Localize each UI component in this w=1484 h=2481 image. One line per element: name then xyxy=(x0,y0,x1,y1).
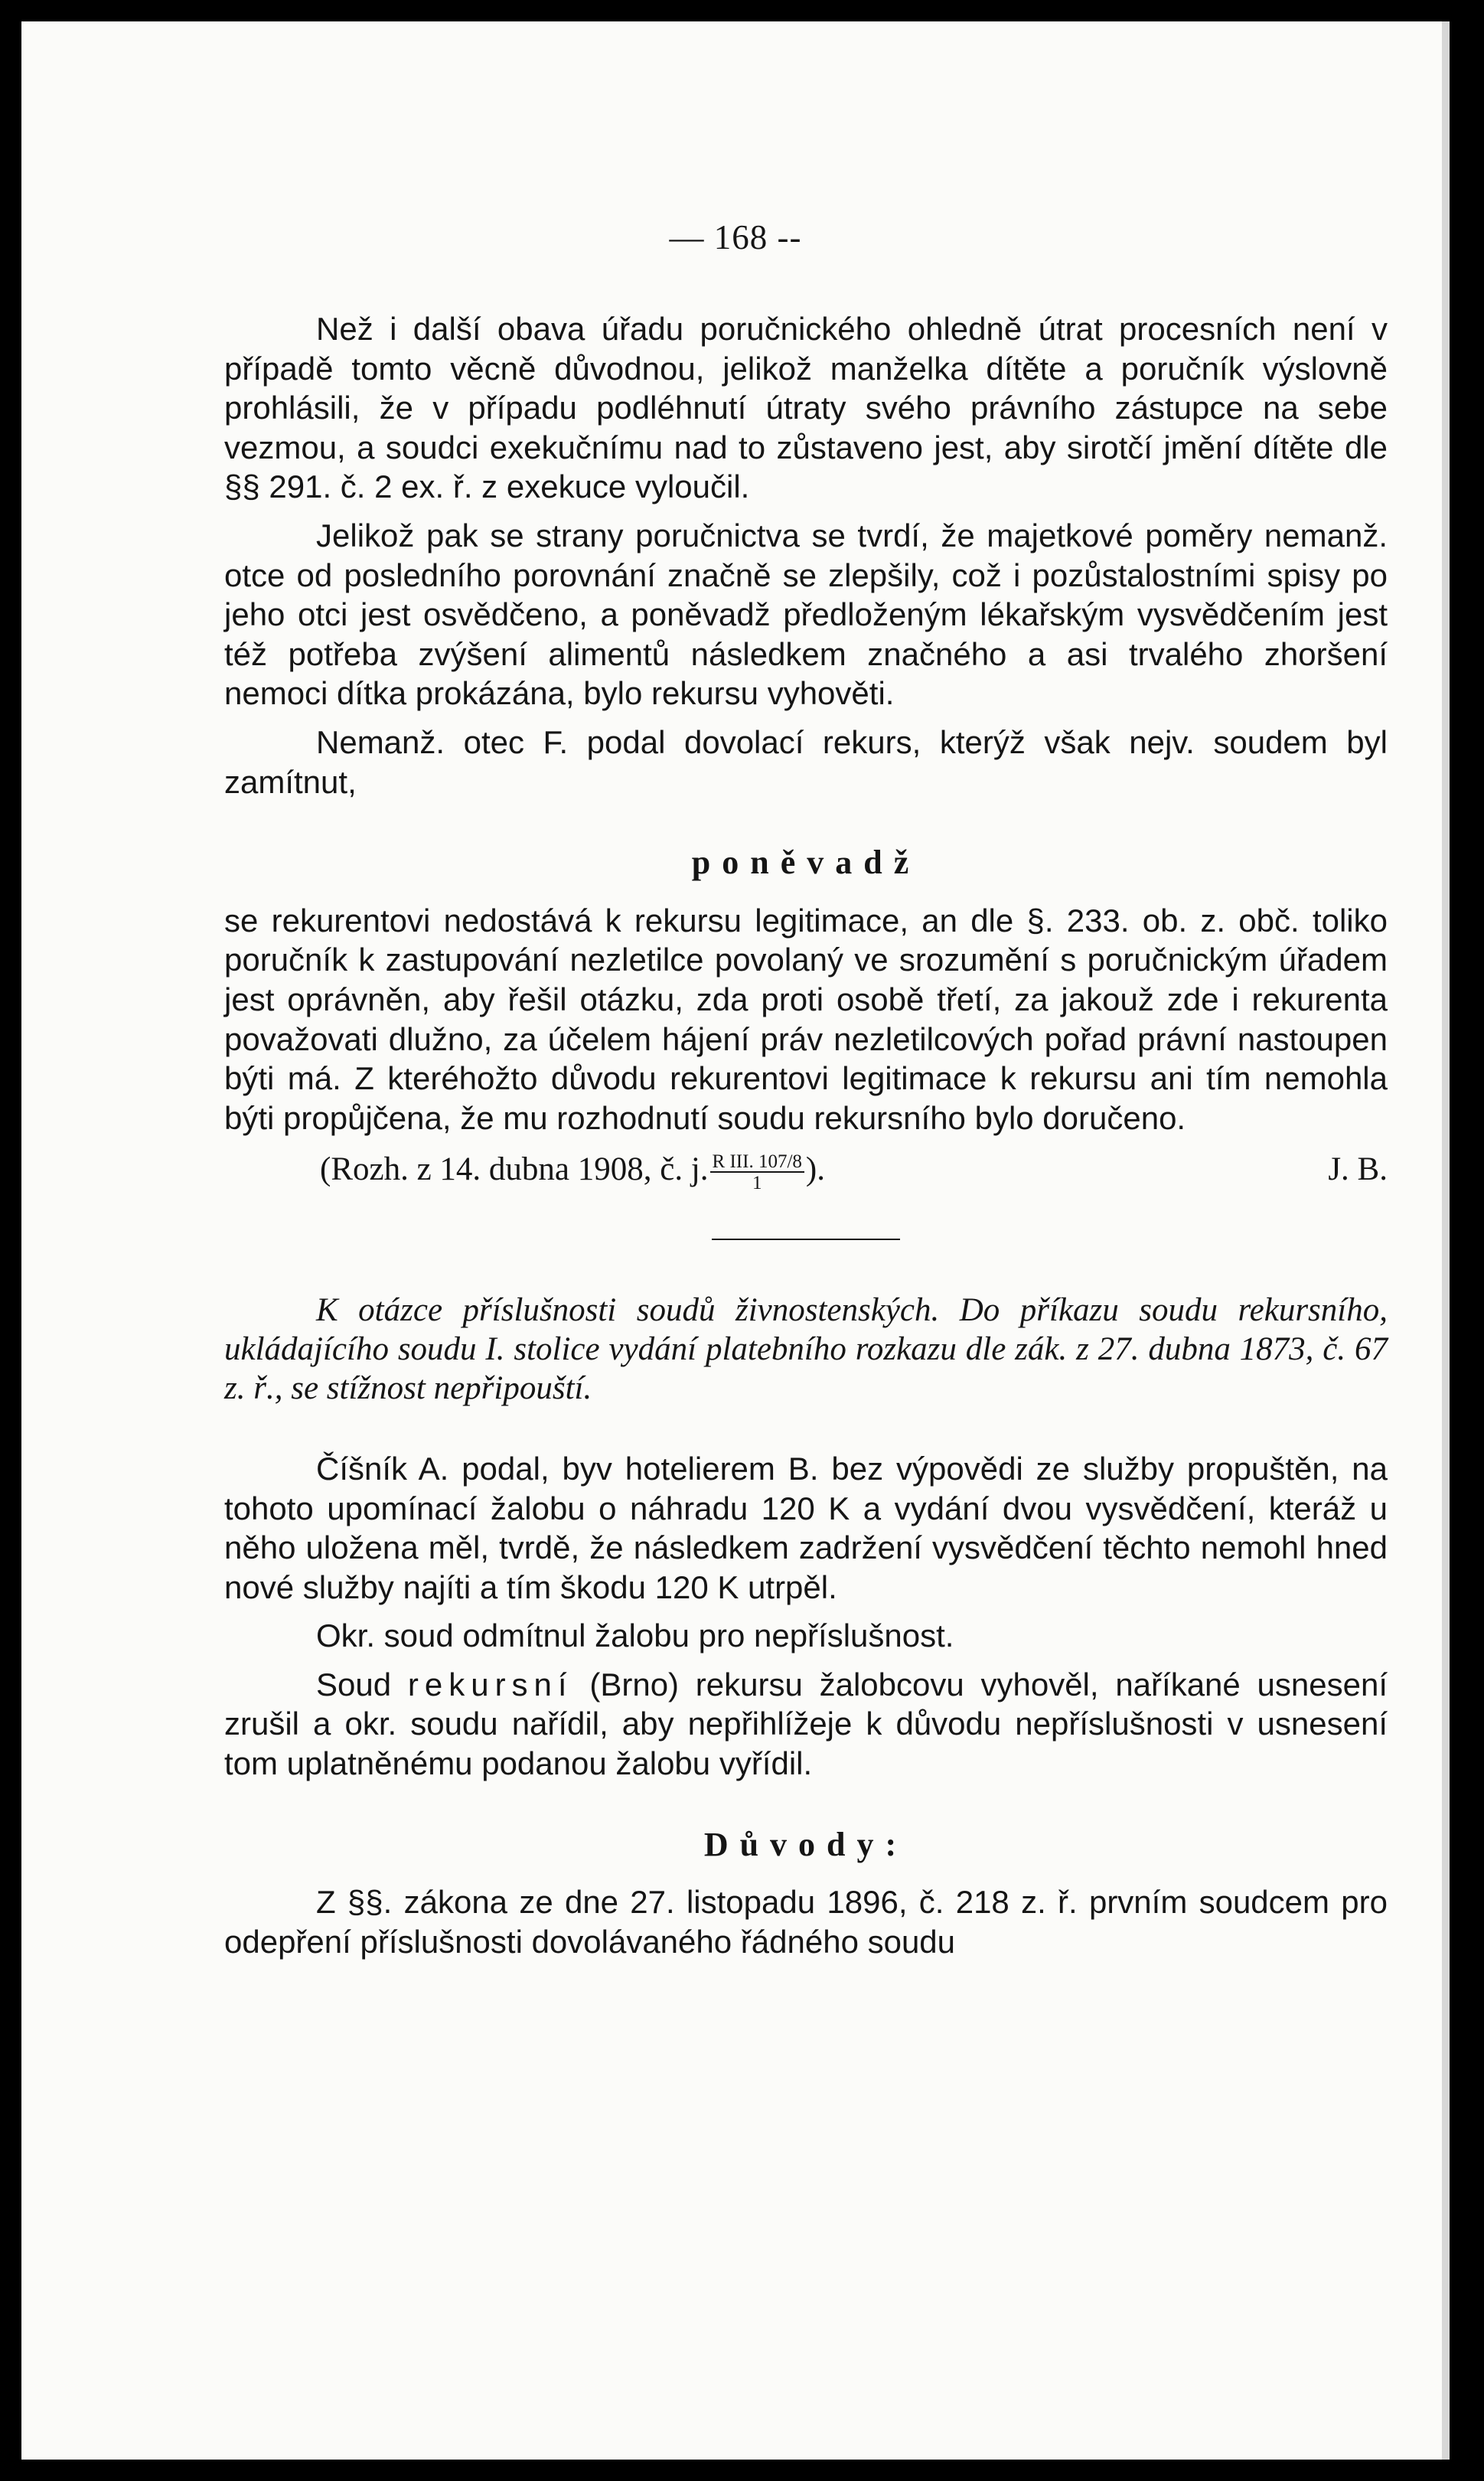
document-content xyxy=(224,309,1388,1970)
paragraph-waiter-claim: Číšník A. podal, byv hotelierem B. bez výpovědi ze služby propuštěn, na tohoto upomínací žalobu o náhradu 120 K a vydání dvou vysvědčení, kteráž u něho uložena měl, tvrdě, že následkem zadržení vysvědčení těchto nemohl hned nové služby najíti a tím škodu 120 K utrpěl. xyxy=(224,1450,1388,1605)
scanned-document-page xyxy=(21,21,1450,2460)
decision-suffix: ). xyxy=(805,1151,825,1188)
case-headnote: K otázce příslušnosti soudů živnostenských. Do příkazu soudu rekursního, ukládajícího soudu I. stolice vydání platebního rozkazu dle zák. z 27. dubna 1873, č. 67 z. ř., se stížnost nepřipouští. xyxy=(224,1291,1388,1406)
paragraph-appeal-rejected: Nemanž. otec F. podal dovolací rekurs, kterýž však nejv. soudem byl zamítnut, xyxy=(224,723,1388,800)
docket-number: R III. 107/8 xyxy=(710,1152,804,1173)
decision-reference-line xyxy=(224,1150,1388,1193)
docket-fraction xyxy=(710,1152,804,1193)
paragraph-appeal-court-start: Soud xyxy=(316,1666,392,1702)
paragraph-appeal-court xyxy=(224,1665,1388,1784)
docket-subnumber: 1 xyxy=(752,1172,762,1193)
paragraph-fees: Než i další obava úřadu poručnického ohledně útrat procesních není v případě tomto věcně důvodnou, jelikož manželka dítěte a poručník výslovně prohlásili, že v případu podléhnutí útraty svého právního zástupce na sebe vezmou, a soudci exekučnímu nad to zůstaveno jest, aby sirotčí jmění dítěte dle §§ 291. č. 2 ex. ř. z exekuce vyloučil. xyxy=(224,311,1388,505)
decision-citation xyxy=(224,1150,825,1193)
page-number: — 168 -- xyxy=(669,218,802,256)
paragraph-alimony-increase: Jelikož pak se strany poručnictva se tvrdí, že majetkové poměry nemanž. otce od posledního porovnání značně se zlepšily, což i pozůstalostními spisy po jeho otci jest osvědčeno, a poněvadž předloženým lékařským vysvědčením jest též potřeba zvýšení alimentů následkem značného a asi trvalého zhoršení nemoci dítka prokázána, bylo rekursu vyhověti. xyxy=(224,517,1388,712)
heading-reasons: Důvody: xyxy=(703,1825,908,1863)
author-initials: J. B. xyxy=(1328,1151,1388,1188)
page-right-edge xyxy=(1442,21,1450,2460)
paragraph-appeal-court-rest: (Brno) rekursu žalobcovu vyhověl, naříkané usnesení zrušil a okr. soudu nařídil, aby nepřihlížeje k důvodu nepříslušnosti v usnesení tom uplatněnému podanou žalobu vyřídil. xyxy=(224,1666,1388,1782)
section-divider xyxy=(712,1239,900,1240)
paragraph-district-court: Okr. soud odmítnul žalobu pro nepříslušnost. xyxy=(316,1618,954,1654)
decision-prefix: (Rozh. z 14. dubna 1908, č. j. xyxy=(320,1151,709,1188)
paragraph-reasons-start: Z §§. zákona ze dne 27. listopadu 1896, č. 218 z. ř. prvním soudcem pro odepření příslušnosti dovolávaného řádného soudu xyxy=(224,1884,1388,1960)
heading-because: poněvadž xyxy=(691,844,921,882)
appeal-court-spaced-word: rekursní xyxy=(407,1666,573,1702)
paragraph-reasoning: se rekurentovi nedostává k rekursu legitimace, an dle §. 233. ob. z. obč. toliko poručník k zastupování nezletilce povolaný ve srozumění s poručnickým úřadem jest oprávněn, aby řešil otázku, zda proti osobě třetí, za jakouž zde i rekurenta považovati dlužno, za účelem hájení práv nezletilcových pořad právní nastoupen býti má. Z kteréhožto důvodu rekurentovi legitimace k rekursu ani tím nemohla býti propůjčena, že mu rozhodnutí soudu rekursního bylo doručeno. xyxy=(224,902,1388,1136)
